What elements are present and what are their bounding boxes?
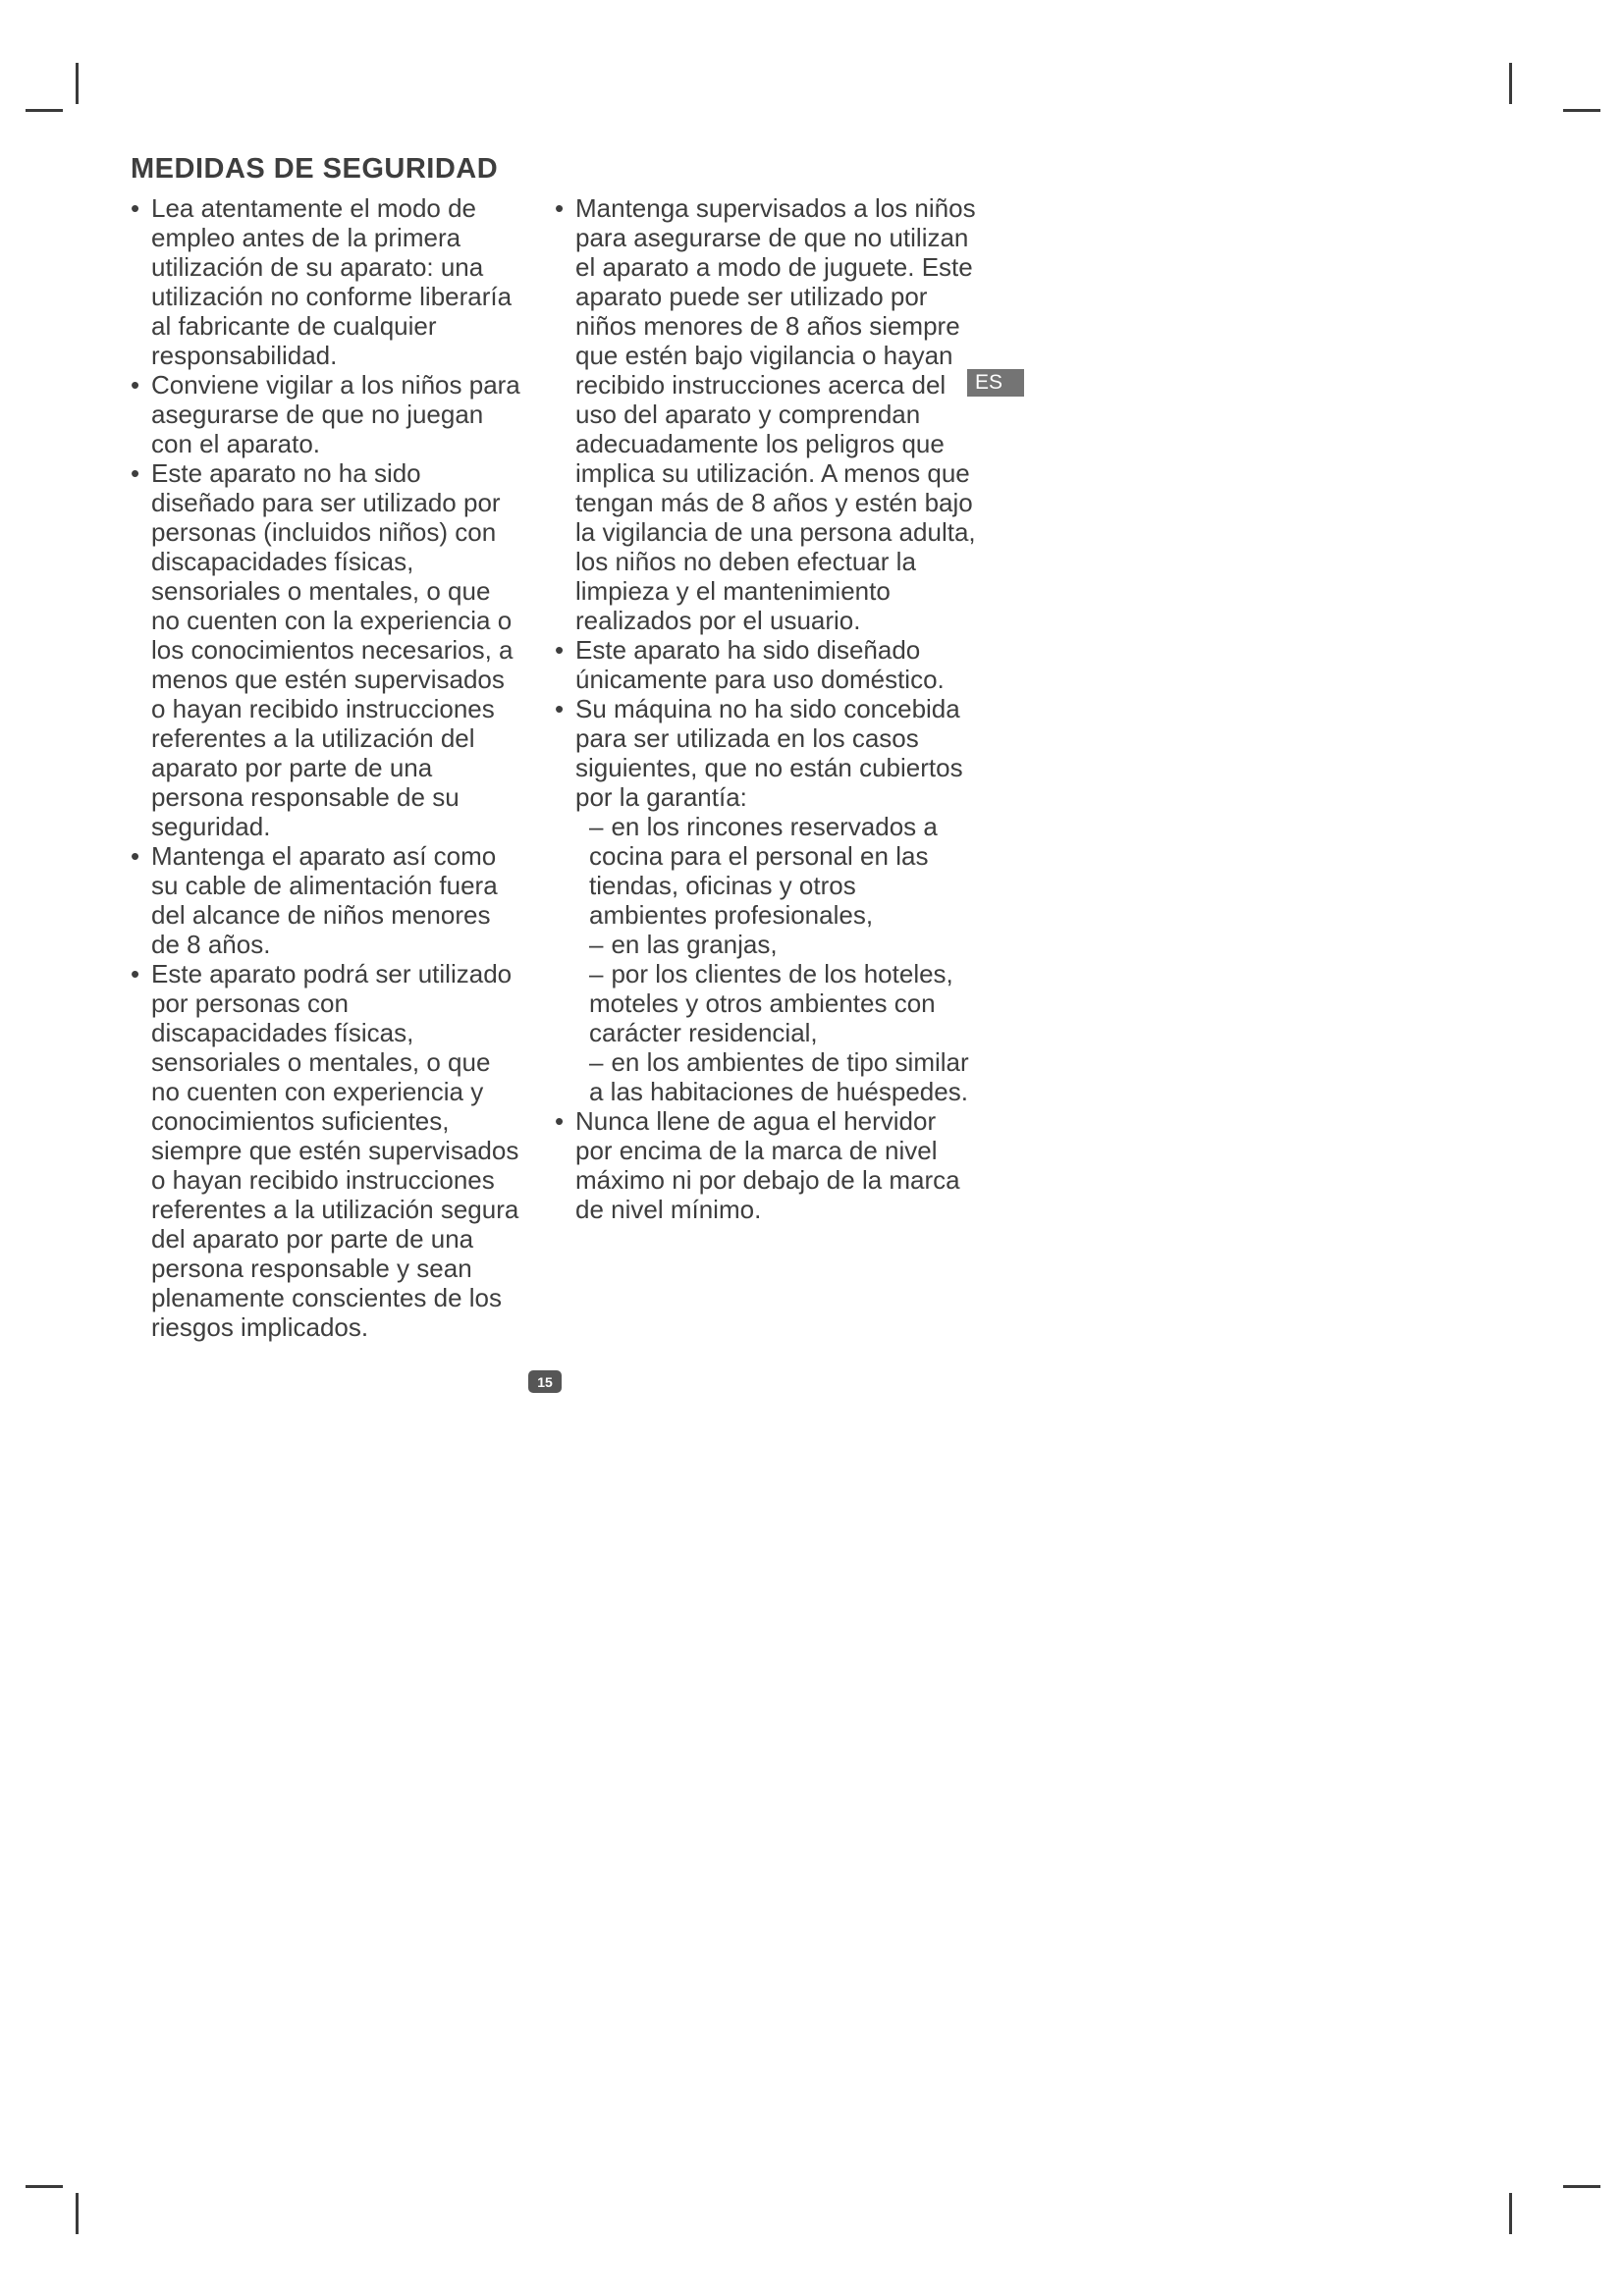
list-item (131, 458, 525, 841)
list-item (589, 1047, 979, 1106)
crop-mark-bottom-right-horizontal (1563, 2185, 1600, 2188)
crop-mark-top-right-horizontal (1563, 109, 1600, 112)
page-title: MEDIDAS DE SEGURIDAD (131, 153, 499, 185)
list-item-text: en los ambientes de tipo similar a las habitaciones de huéspedes. (589, 1047, 969, 1106)
list-item-text: Mantenga supervisados a los niños para asegurarse de que no utilizan el aparato a modo de juguete. Este aparato puede ser utilizado por niños menores de 8 años siempre que estén bajo vigilancia o hayan recibido instrucciones acerca del uso del aparato y comprendan adecuadamente los peligros que implica su utilización. A menos que tengan más de 8 años y estén bajo la vigilancia de una persona adulta, los niños no deben efectuar la limpieza y el mantenimiento realizados por el usuario. (575, 193, 976, 635)
list-item (131, 193, 525, 370)
bullet-marker: • (131, 959, 140, 988)
column-left (131, 193, 525, 1342)
list-item (589, 812, 979, 930)
column-right (555, 193, 979, 1224)
bullet-marker: – (589, 959, 604, 988)
bullet-marker: • (555, 635, 565, 665)
list-item-text: Este aparato ha sido diseñado únicamente para uso doméstico. (575, 635, 945, 694)
list-item (131, 959, 525, 1342)
list-item (555, 193, 979, 635)
page-number-badge: 15 (528, 1370, 562, 1393)
list-item-text: en los rincones reservados a cocina para el personal en las tiendas, oficinas y otros ambientes profesionales, (589, 812, 938, 930)
language-tab: ES (967, 369, 1024, 397)
bullet-marker: – (589, 812, 604, 841)
bullet-marker: • (555, 193, 565, 223)
list-item-text: por los clientes de los hoteles, moteles y otros ambientes con carácter residencial, (589, 959, 953, 1047)
list-item-text: Conviene vigilar a los niños para asegurarse de que no juegan con el aparato. (151, 370, 520, 458)
crop-mark-bottom-left-horizontal (26, 2185, 63, 2188)
list-item-text: Su máquina no ha sido concebida para ser utilizada en los casos siguientes, que no están cubiertos por la garantía: (575, 694, 963, 812)
list-item (555, 635, 979, 694)
crop-mark-top-right-vertical (1509, 63, 1512, 104)
list-item (131, 370, 525, 458)
list-item-text: Mantenga el aparato así como su cable de alimentación fuera del alcance de niños menores de 8 años. (151, 841, 498, 959)
list-item (589, 959, 979, 1047)
list-item-text: Lea atentamente el modo de empleo antes de la primera utilización de su aparato: una utilización no conforme liberaría al fabricante de cualquier responsabilidad. (151, 193, 513, 370)
bullet-marker: • (131, 458, 140, 488)
list-item-text: en las granjas, (611, 930, 778, 959)
list-item-text: Nunca llene de agua el hervidor por encima de la marca de nivel máximo ni por debajo de la marca de nivel mínimo. (575, 1106, 960, 1224)
list-item (131, 841, 525, 959)
list-item (555, 1106, 979, 1224)
crop-mark-bottom-left-vertical (76, 2193, 79, 2234)
bullet-marker: • (131, 841, 140, 871)
list-item (555, 694, 979, 812)
list-item-text: Este aparato podrá ser utilizado por personas con discapacidades físicas, sensoriales o mentales, o que no cuenten con experiencia y conocimientos suficientes, siempre que estén supervisados o hayan recibido instrucciones referentes a la utilización segura del aparato por parte de una persona responsable y sean plenamente conscientes de los riesgos implicados. (151, 959, 519, 1342)
crop-mark-top-left-horizontal (26, 109, 63, 112)
list-item-text: Este aparato no ha sido diseñado para ser utilizado por personas (incluidos niños) con discapacidades físicas, sensoriales o mentales, o que no cuenten con la experiencia o los conocimientos necesarios, a menos que estén supervisados o hayan recibido instrucciones referentes a la utilización del aparato por parte de una persona responsable de su seguridad. (151, 458, 514, 841)
bullet-marker: • (131, 370, 140, 400)
bullet-marker: – (589, 930, 604, 959)
crop-mark-bottom-right-vertical (1509, 2193, 1512, 2234)
crop-mark-top-left-vertical (76, 63, 79, 104)
list-item (589, 930, 979, 959)
bullet-marker: – (589, 1047, 604, 1077)
bullet-marker: • (555, 694, 565, 723)
bullet-marker: • (131, 193, 140, 223)
bullet-marker: • (555, 1106, 565, 1136)
